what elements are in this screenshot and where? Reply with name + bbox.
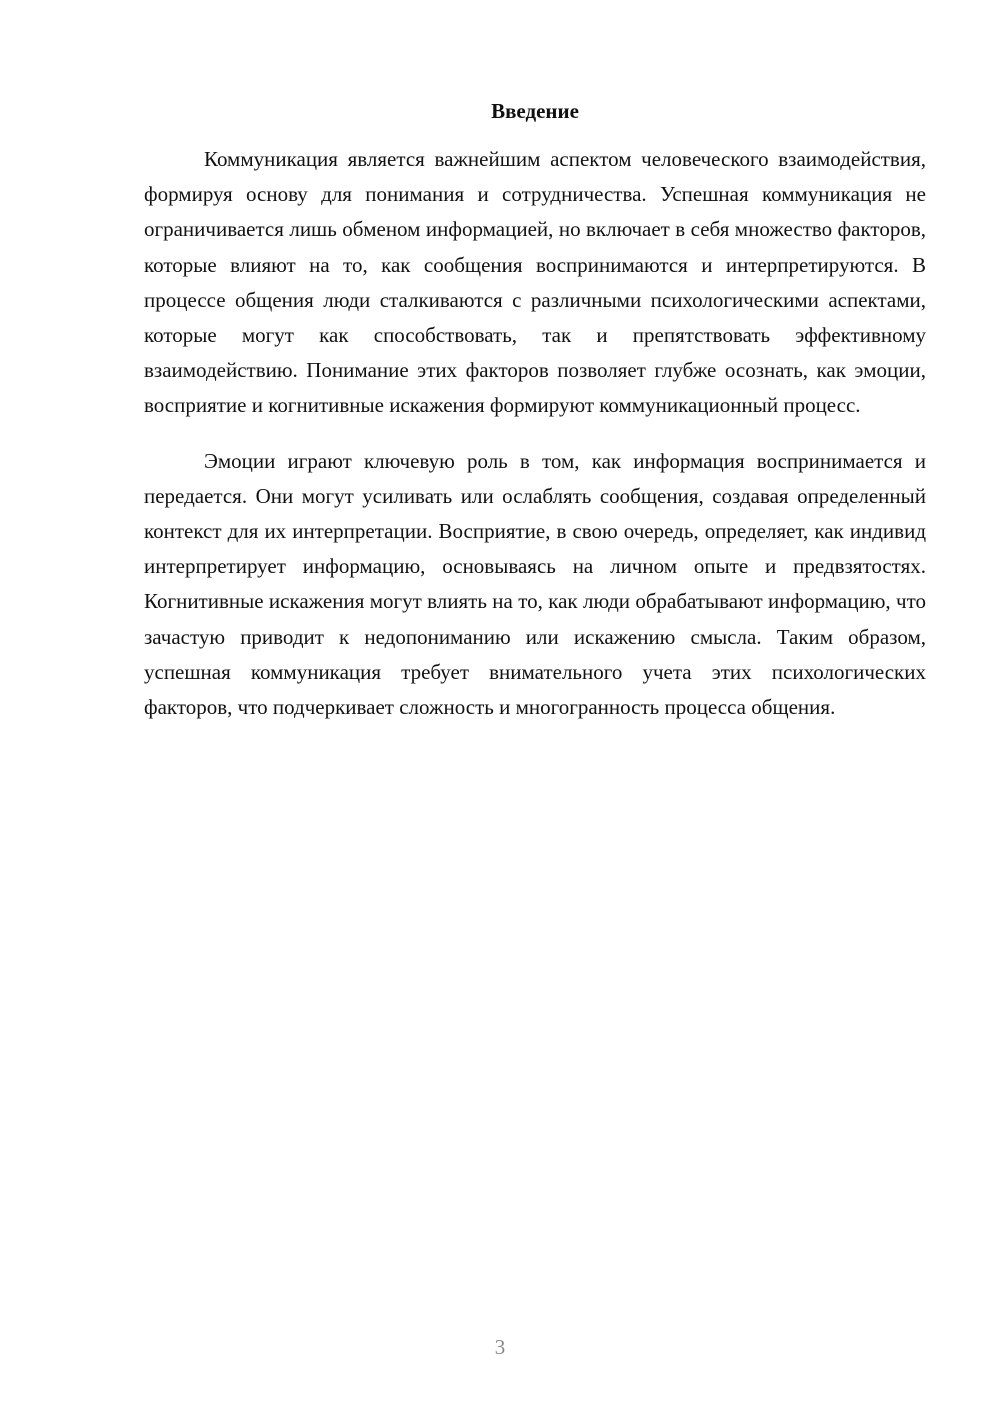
- page-number: 3: [494, 1335, 506, 1359]
- section-title: Введение: [491, 99, 579, 123]
- page-content: [144, 96, 926, 725]
- paragraph-1: Коммуникация является важнейшим аспектом человеческого взаимодействия, формируя основу для понимания и сотрудничества. Успешная коммуникация не ограничивается лишь обменом информацией, но включает в себя множество факторов, которые влияют на то, как сообщения воспринимаются и интерпретируются. В процессе общения люди сталкиваются с различными психологическими аспектами, которые могут как способствовать, так и препятствовать эффективному взаимодействию. Понимание этих факторов позволяет глубже осознать, как эмоции, восприятие и когнитивные искажения формируют коммуникационный процесс.: [144, 147, 926, 418]
- paragraph-2: Эмоции играют ключевую роль в том, как информация воспринимается и передается. Они могут усиливать или ослаблять сообщения, создавая определенный контекст для их интерпретации. Восприятие, в свою очередь, определяет, как индивид интерпретирует информацию, основываясь на личном опыте и предвзятостях. Когнитивные искажения могут влиять на то, как люди обрабатывают информацию, что зачастую приводит к недопониманию или искажению смысла. Таким образом, успешная коммуникация требует внимательного учета этих психологических факторов, что подчеркивает сложность и многогранность процесса общения.: [144, 448, 926, 720]
